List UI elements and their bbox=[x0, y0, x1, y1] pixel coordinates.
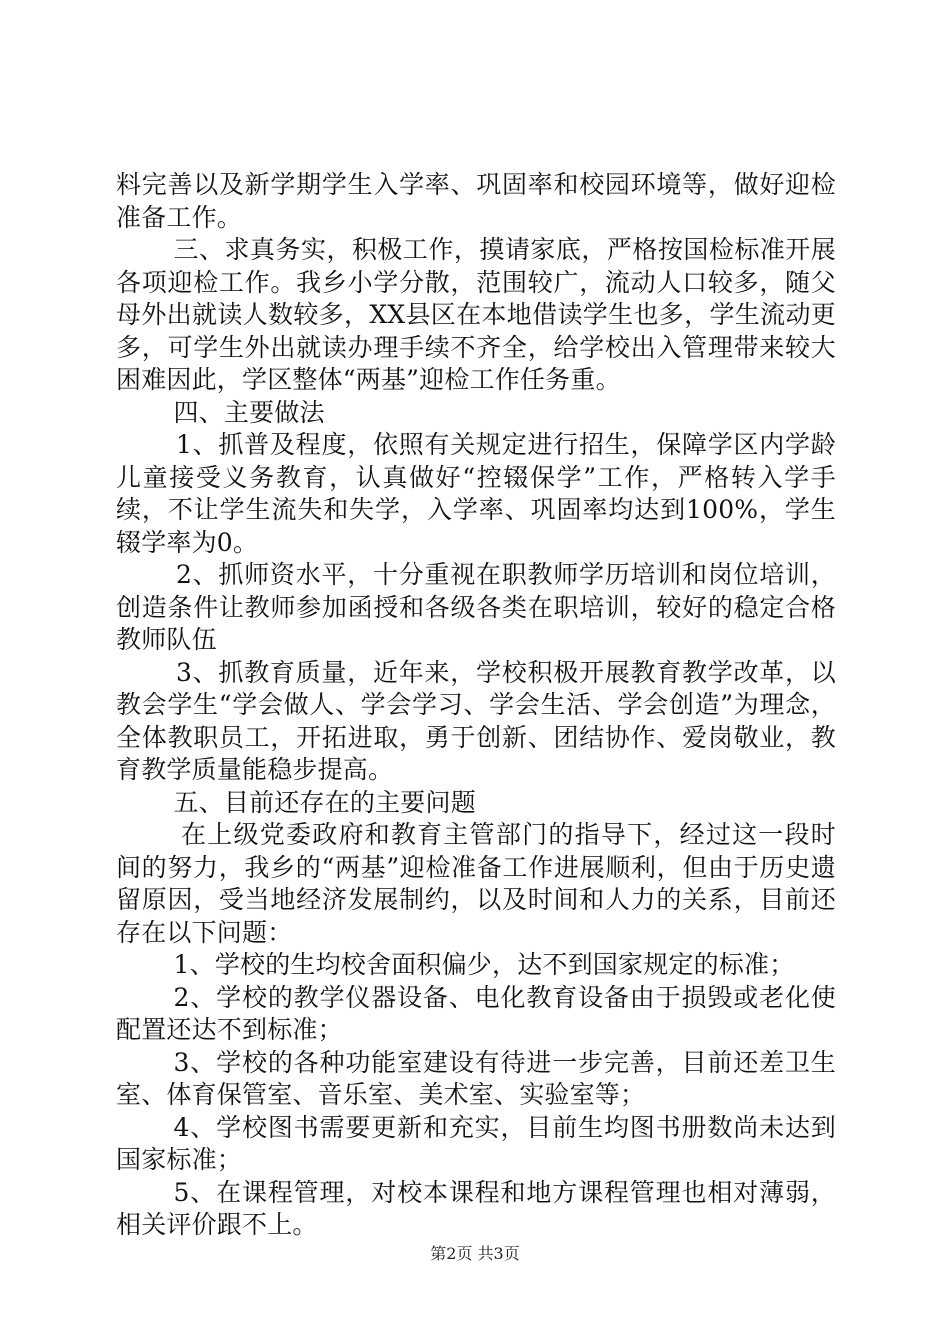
paragraph: 1、抓普及程度，依照有关规定进行招生，保障学区内学龄儿童接受义务教育，认真做好“控辍保学”工作，严格转入学手续，不让学生流失和失学，入学率、巩固率均达到100%，学生辍学率为0。 bbox=[116, 430, 836, 557]
list-item: 3、学校的各种功能室建设有待进一步完善，目前还差卫生室、体育保管室、音乐室、美术室、实验室等； bbox=[116, 1047, 836, 1109]
list-item: 2、学校的教学仪器设备、电化教育设备由于损毁或老化使配置还达不到标准； bbox=[116, 982, 836, 1044]
section-heading: 四、主要做法 bbox=[173, 397, 325, 427]
body-text bbox=[116, 169, 836, 1242]
list-item: 4、学校图书需要更新和充实，目前生均图书册数尚未达到国家标准； bbox=[116, 1112, 836, 1174]
list-item: 5、在课程管理，对校本课程和地方课程管理也相对薄弱，相关评价跟不上。 bbox=[116, 1177, 836, 1239]
paragraph: 三、求真务实，积极工作，摸请家底，严格按国检标准开展各项迎检工作。我乡小学分散，范围较广，流动人口较多，随父母外出就读人数较多，XX县区在本地借读学生也多，学生流动更多，可学生外出就读办理手续不齐全，给学校出入管理带来较大困难因此，学区整体“两基”迎检工作任务重。 bbox=[116, 235, 836, 394]
page-number-footer: 第2页 共3页 bbox=[430, 1244, 520, 1263]
paragraph: 3、抓教育质量，近年来，学校积极开展教育教学改革，以教会学生“学会做人、学会学习、学会生活、学会创造”为理念，全体教职员工，开拓进取，勇于创新、团结协作、爱岗敬业，教育教学质量能稳步提高。 bbox=[116, 657, 836, 784]
paragraph: 料完善以及新学期学生入学率、巩固率和校园环境等，做好迎检准备工作。 bbox=[116, 170, 836, 232]
paragraph: 在上级党委政府和教育主管部门的指导下，经过这一段时间的努力，我乡的“两基”迎检准备工作进展顺利，但由于历史遗留原因，受当地经济发展制约，以及时间和人力的关系，目前还存在以下问题： bbox=[116, 820, 836, 947]
section-heading: 五、目前还存在的主要问题 bbox=[173, 787, 476, 817]
list-item: 1、学校的生均校舍面积偏少，达不到国家规定的标准； bbox=[173, 950, 795, 979]
paragraph: 2、抓师资水平，十分重视在职教师学历培训和岗位培训，创造条件让教师参加函授和各级各类在职培训，较好的稳定合格教师队伍 bbox=[116, 560, 836, 654]
